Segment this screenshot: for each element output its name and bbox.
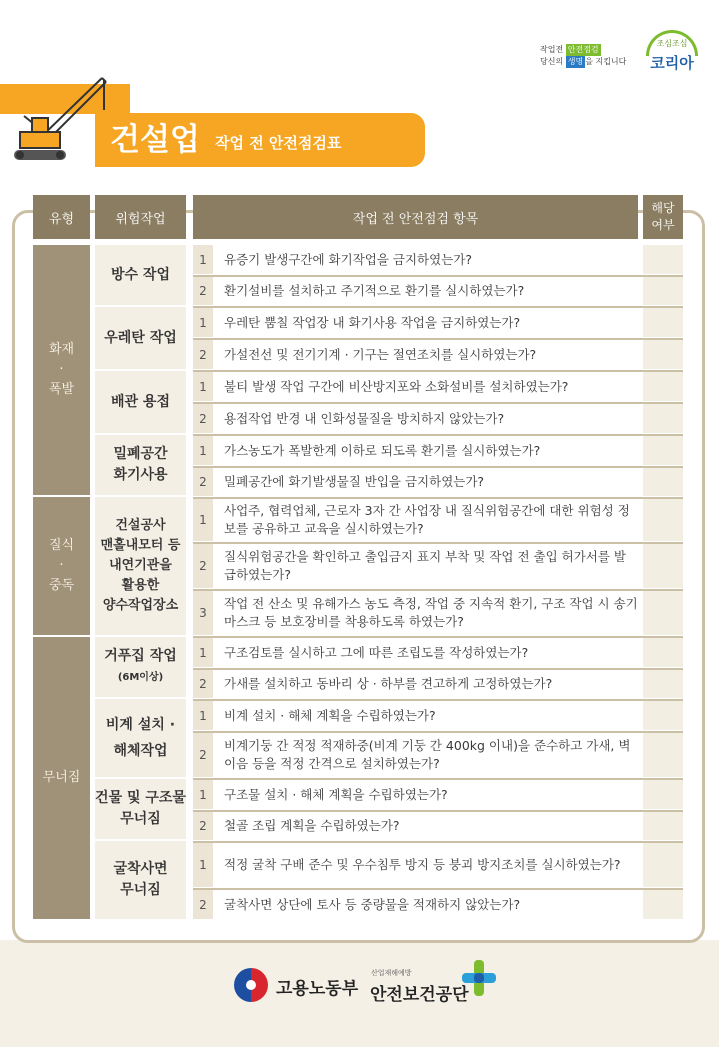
row-number: 2 — [193, 277, 213, 305]
row-number: 1 — [193, 372, 213, 401]
row-number: 2 — [193, 670, 213, 698]
check-box[interactable] — [643, 372, 683, 401]
checklist-item: 비계기둥 간 적정 적재하중(비계 기둥 간 400kg 이내)을 준수하고 가새, 벽이음 등을 적정 간격으로 설치하였는가? — [224, 738, 631, 771]
type-fire-line: 폭발 — [48, 382, 75, 397]
checklist-item: 작업 전 산소 및 유해가스 농도 측정, 작업 중 지속적 환기, 구조 작업 시 송기마스크 등 보호장비를 착용하도록 하였는가? — [224, 596, 638, 629]
check-box[interactable] — [643, 544, 683, 588]
check-box[interactable] — [643, 245, 683, 274]
task-line: 해체작업 — [113, 743, 168, 759]
task-urethane: 우레탄 작업 — [95, 307, 186, 369]
slogan-text: 작업전 — [540, 45, 564, 54]
check-box[interactable] — [643, 404, 683, 433]
checklist-item: 질식위험공간을 확인하고 출입금지 표지 부착 및 작업 전 출입 허가서를 발급하였는가? — [224, 549, 626, 582]
task-manhole — [95, 497, 186, 635]
checklist-item: 철골 조립 계획을 수립하였는가? — [224, 818, 400, 833]
checklist-item: 가설전선 및 전기기계 · 기구는 절연조치를 실시하였는가? — [224, 346, 537, 362]
task-scaffold — [95, 699, 186, 777]
bottom-band — [0, 940, 719, 1047]
check-box[interactable] — [643, 780, 683, 809]
task-line: 양수작업장소 — [102, 598, 179, 613]
agency-tagline: 산업재해예방 — [371, 969, 412, 977]
task-line: 무너짐 — [120, 811, 161, 827]
check-box[interactable] — [643, 308, 683, 337]
header-type: 유형 — [33, 195, 90, 239]
checklist-item: 우레탄 뿜칠 작업장 내 화기사용 작업을 금지하였는가? — [224, 314, 521, 330]
row-number: 2 — [193, 890, 213, 919]
checklist-item: 불티 발생 작업 구간에 비산방지포와 소화설비를 설치하였는가? — [224, 378, 569, 394]
checklist-item: 굴착사면 상단에 토사 등 중량물을 적재하지 않았는가? — [224, 896, 521, 912]
slogan-chip: 안전점검 — [567, 45, 599, 54]
type-collapse: 무너짐 — [33, 637, 90, 919]
check-box[interactable] — [643, 890, 683, 919]
check-box[interactable] — [643, 591, 683, 635]
checklist-item: 비계 설치 · 해체 계획을 수립하였는가? — [224, 707, 436, 723]
task-line: 맨홀내모터 등 — [100, 538, 181, 553]
agency-cross-icon — [462, 960, 496, 996]
check-box[interactable] — [643, 340, 683, 369]
row-number: 1 — [193, 308, 213, 337]
check-box[interactable] — [643, 436, 683, 465]
type-fire-line: 화재 — [48, 342, 75, 357]
type-fire — [33, 245, 90, 495]
checklist-item: 사업주, 협력업체, 근로자 3자 간 사업장 내 질식위험공간에 대한 위험성 정보를 공유하고 교육을 실시하였는가? — [224, 503, 630, 536]
task-line: 거푸집 작업 — [104, 648, 177, 664]
row-number: 1 — [193, 245, 213, 274]
slogan — [540, 44, 635, 68]
brand-logo — [636, 30, 708, 74]
crane-icon — [10, 70, 110, 170]
row-number: 1 — [193, 701, 213, 730]
header-check-line1: 해당 — [651, 201, 675, 215]
row-number: 1 — [193, 436, 213, 465]
header-task: 위험작업 — [95, 195, 186, 239]
task-excavation — [95, 841, 186, 919]
check-box[interactable] — [643, 843, 683, 887]
type-suffocation-line: 중독 — [48, 578, 75, 593]
checklist-item: 구조물 설치 · 해체 계획을 수립하였는가? — [224, 786, 448, 802]
task-formwork — [95, 637, 186, 697]
task-line: 내연기관을 — [109, 558, 172, 573]
row-number: 2 — [193, 340, 213, 369]
row-number: 2 — [193, 544, 213, 588]
task-line: 밀폐공간 — [113, 446, 168, 462]
task-line: 활용한 — [121, 578, 160, 593]
row-number: 1 — [193, 843, 213, 887]
type-suffocation-line: · — [59, 558, 64, 573]
row-number: 2 — [193, 733, 213, 777]
task-note: (6M이상) — [117, 672, 164, 683]
page-subtitle: 작업 전 안전점검표 — [215, 134, 342, 152]
header-items: 작업 전 안전점검 항목 — [193, 195, 638, 239]
check-box[interactable] — [643, 733, 683, 777]
task-line: 화기사용 — [113, 467, 168, 483]
checklist-item: 구조검토를 실시하고 그에 따른 조립도를 작성하였는가? — [224, 644, 529, 660]
checklist-item: 환기설비를 설치하고 주기적으로 환기를 실시하였는가? — [224, 283, 525, 298]
slogan-text: 당신의 — [540, 57, 564, 66]
type-fire-line: · — [59, 362, 64, 377]
task-waterproof: 방수 작업 — [95, 245, 186, 305]
brand-big: 코리아 — [650, 54, 694, 72]
row-number: 2 — [193, 812, 213, 840]
check-box[interactable] — [643, 701, 683, 730]
check-box[interactable] — [643, 670, 683, 698]
check-box[interactable] — [643, 499, 683, 541]
row-number: 1 — [193, 638, 213, 667]
checklist-item: 유증기 발생구간에 화기작업을 금지하였는가? — [224, 251, 472, 267]
task-line: 비계 설치 · — [105, 717, 176, 733]
row-number: 3 — [193, 591, 213, 635]
row-number: 1 — [193, 499, 213, 541]
type-suffocation — [33, 497, 90, 635]
brand-small: 조심조심 — [656, 39, 688, 48]
page-title: 건설업 — [110, 122, 200, 158]
header-check — [643, 195, 683, 239]
checklist-item: 적정 굴착 구배 준수 및 우수침투 방지 등 붕괴 방지조치를 실시하였는가? — [224, 857, 621, 872]
checklist-item: 용접작업 반경 내 인화성물질을 방치하지 않았는가? — [224, 410, 505, 426]
checklist-item: 가새를 설치하고 동바리 상 · 하부를 견고하게 고정하였는가? — [224, 676, 553, 691]
task-pipe-welding: 배관 용접 — [95, 371, 186, 433]
task-building — [95, 779, 186, 839]
row-number: 2 — [193, 468, 213, 496]
check-box[interactable] — [643, 468, 683, 496]
task-confined-heat — [95, 435, 186, 495]
row-number: 1 — [193, 780, 213, 809]
check-box[interactable] — [643, 638, 683, 667]
task-line: 건물 및 구조물 — [95, 790, 186, 806]
slogan-text: 을 지킵니다 — [585, 57, 627, 66]
task-line: 건설공사 — [115, 518, 166, 533]
ministry-emblem-icon — [234, 968, 268, 1002]
check-box[interactable] — [643, 277, 683, 305]
agency-name: 안전보건공단 — [370, 985, 469, 1005]
slogan-chip: 생명 — [567, 57, 584, 66]
task-line: 무너짐 — [120, 882, 161, 898]
ministry-name: 고용노동부 — [276, 979, 359, 999]
type-suffocation-line: 질식 — [48, 538, 75, 553]
task-line: 굴착사면 — [113, 861, 168, 877]
header-check-line2: 여부 — [651, 218, 675, 232]
checklist-item: 가스농도가 폭발한계 이하로 되도록 환기를 실시하였는가? — [224, 442, 541, 458]
check-box[interactable] — [643, 812, 683, 840]
checklist-item: 밀폐공간에 화기발생물질 반입을 금지하였는가? — [224, 474, 485, 489]
row-number: 2 — [193, 404, 213, 433]
